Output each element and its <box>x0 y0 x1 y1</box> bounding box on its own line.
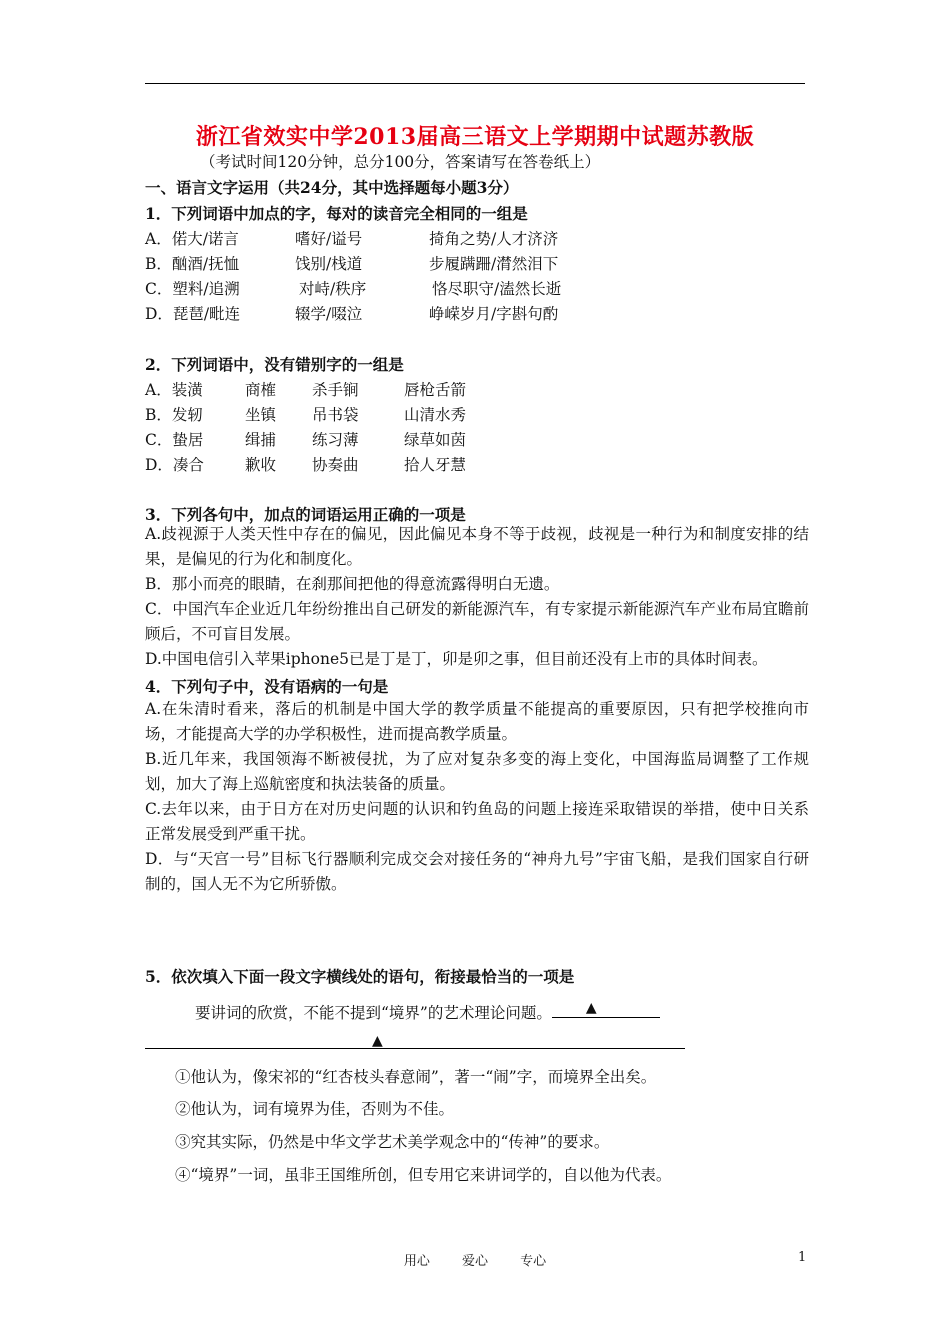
q1-b-2: 饯别/栈道 <box>295 255 363 273</box>
q2-b-4: 山清水秀 <box>404 406 467 424</box>
q1-a-2: 嗜好/谥号 <box>295 230 363 248</box>
q2-d-2: 歉收 <box>245 456 277 474</box>
q4-option-b: B.近几年来，我国领海不断被侵扰，为了应对复杂多变的海上变化，中国海监局调整了工作规划，加大了海上巡航密度和执法装备的质量。 <box>145 750 809 793</box>
q4-option-d: D．与“天宫一号”目标飞行器顺利完成交会对接任务的“神舟九号”宇宙飞船，是我们国家自行研制的，国人无不为它所骄傲。 <box>145 850 809 893</box>
q2-c-3: 练习薄 <box>312 431 359 449</box>
q2-c-2: 缉捕 <box>245 431 277 449</box>
section-heading: 一、语言文字运用（共24分，其中选择题每小题3分） <box>145 178 519 197</box>
q1-c-2: 对峙/秩序 <box>299 280 367 298</box>
q1-d-2: 辍学/啜泣 <box>295 305 363 323</box>
q5-lead-text: 要讲词的欣赏，不能不提到“境界”的艺术理论问题。 <box>195 1004 552 1022</box>
q3-stem: 3．下列各句中，加点的词语运用正确的一项是 <box>145 505 466 524</box>
q5-lead <box>195 1000 660 1023</box>
q1-d-3: 峥嵘岁月/字斟句酌 <box>429 305 559 323</box>
answer-blank-line <box>145 1048 685 1049</box>
exam-note: （考试时间120分钟，总分100分，答案请写在答卷纸上） <box>200 153 601 171</box>
q2-option-d <box>145 455 466 475</box>
q1-b-3: 步履蹒跚/潸然泪下 <box>429 255 559 273</box>
q2-a-3: 杀手锏 <box>312 381 359 399</box>
q2-b-1: B．发轫 <box>145 406 203 424</box>
q2-d-3: 协奏曲 <box>312 456 359 474</box>
answer-blank <box>552 1000 660 1018</box>
q2-a-1: A．装潢 <box>145 381 203 399</box>
q1-option-d <box>145 304 558 324</box>
blank-marker-2: ▲ <box>372 1033 383 1049</box>
q1-a-1: A．偌大/诺言 <box>145 230 239 248</box>
q2-b-2: 坐镇 <box>245 406 277 424</box>
q1-c-3: 恪尽职守/溘然长逝 <box>432 280 562 298</box>
q2-b-3: 吊书袋 <box>312 406 359 424</box>
q1-stem: 1．下列词语中加点的字，每对的读音完全相同的一组是 <box>145 204 528 223</box>
q1-c-1: C．塑料/追溯 <box>145 280 240 298</box>
q1-option-b <box>145 254 558 274</box>
q1-option-c <box>145 279 561 299</box>
q1-a-3: 掎角之势/人才济济 <box>429 230 559 248</box>
q2-stem: 2．下列词语中，没有错别字的一组是 <box>145 355 404 374</box>
q2-c-4: 绿草如茵 <box>404 431 467 449</box>
q2-a-2: 商榷 <box>245 381 277 399</box>
q4-option-c: C.去年以来，由于日方在对历史问题的认识和钓鱼岛的问题上接连采取错误的举措，使中日关系正常发展受到严重干扰。 <box>145 800 809 843</box>
q2-d-4: 拾人牙慧 <box>404 456 467 474</box>
q2-option-b <box>145 405 466 425</box>
q4-stem: 4．下列句子中，没有语病的一句是 <box>145 677 389 696</box>
q5-item-1: ①他认为，像宋祁的“红杏枝头春意闹”，著一“闹”字，而境界全出矣。 <box>175 1068 657 1086</box>
q3-option-c: C．中国汽车企业近几年纷纷推出自己研发的新能源汽车，有专家提示新能源汽车产业布局宜瞻前顾后，不可盲目发展。 <box>145 600 809 643</box>
q3-option-d: D.中国电信引入苹果iphone5已是丁是丁，卯是卯之事，但目前还没有上市的具体时间表。 <box>145 650 768 668</box>
q3-option-b: B．那小而亮的眼睛，在刹那间把他的得意流露得明白无遗。 <box>145 575 560 593</box>
q2-c-1: C．蛰居 <box>145 431 204 449</box>
page-number: 1 <box>798 1250 807 1265</box>
q2-option-c <box>145 430 466 450</box>
q5-item-2: ②他认为，词有境界为佳，否则为不佳。 <box>175 1100 455 1118</box>
page-footer <box>0 1250 950 1269</box>
q1-d-1: D．琵琶/毗连 <box>145 305 241 323</box>
page-title: 浙江省效实中学2013届高三语文上学期期中试题苏教版 <box>195 124 755 150</box>
q5-stem: 5．依次填入下面一段文字横线处的语句，衔接最恰当的一项是 <box>145 967 575 986</box>
blank-marker: ▲ <box>585 1000 597 1016</box>
footer-item: 用心 <box>403 1254 430 1269</box>
footer-item: 专心 <box>520 1254 547 1269</box>
q2-a-4: 唇枪舌箭 <box>404 381 467 399</box>
q2-d-1: D．凑合 <box>145 456 204 474</box>
q5-item-3: ③究其实际，仍然是中华文学艺术美学观念中的“传神”的要求。 <box>175 1133 610 1151</box>
header-rule <box>145 83 805 84</box>
q4-option-a: A.在朱清时看来，落后的机制是中国大学的教学质量不能提高的重要原因，只有把学校推向市场，才能提高大学的办学积极性，进而提高教学质量。 <box>145 700 809 743</box>
q1-b-1: B．酗酒/抚恤 <box>145 255 240 273</box>
footer-item: 爱心 <box>461 1254 488 1269</box>
q2-option-a <box>145 380 466 400</box>
q3-option-a: A.歧视源于人类天性中存在的偏见，因此偏见本身不等于歧视，歧视是一种行为和制度安排的结果，是偏见的行为化和制度化。 <box>145 525 809 568</box>
q5-item-4: ④“境界”一词，虽非王国维所创，但专用它来讲词学的，自以他为代表。 <box>175 1166 672 1184</box>
q1-option-a <box>145 229 558 249</box>
